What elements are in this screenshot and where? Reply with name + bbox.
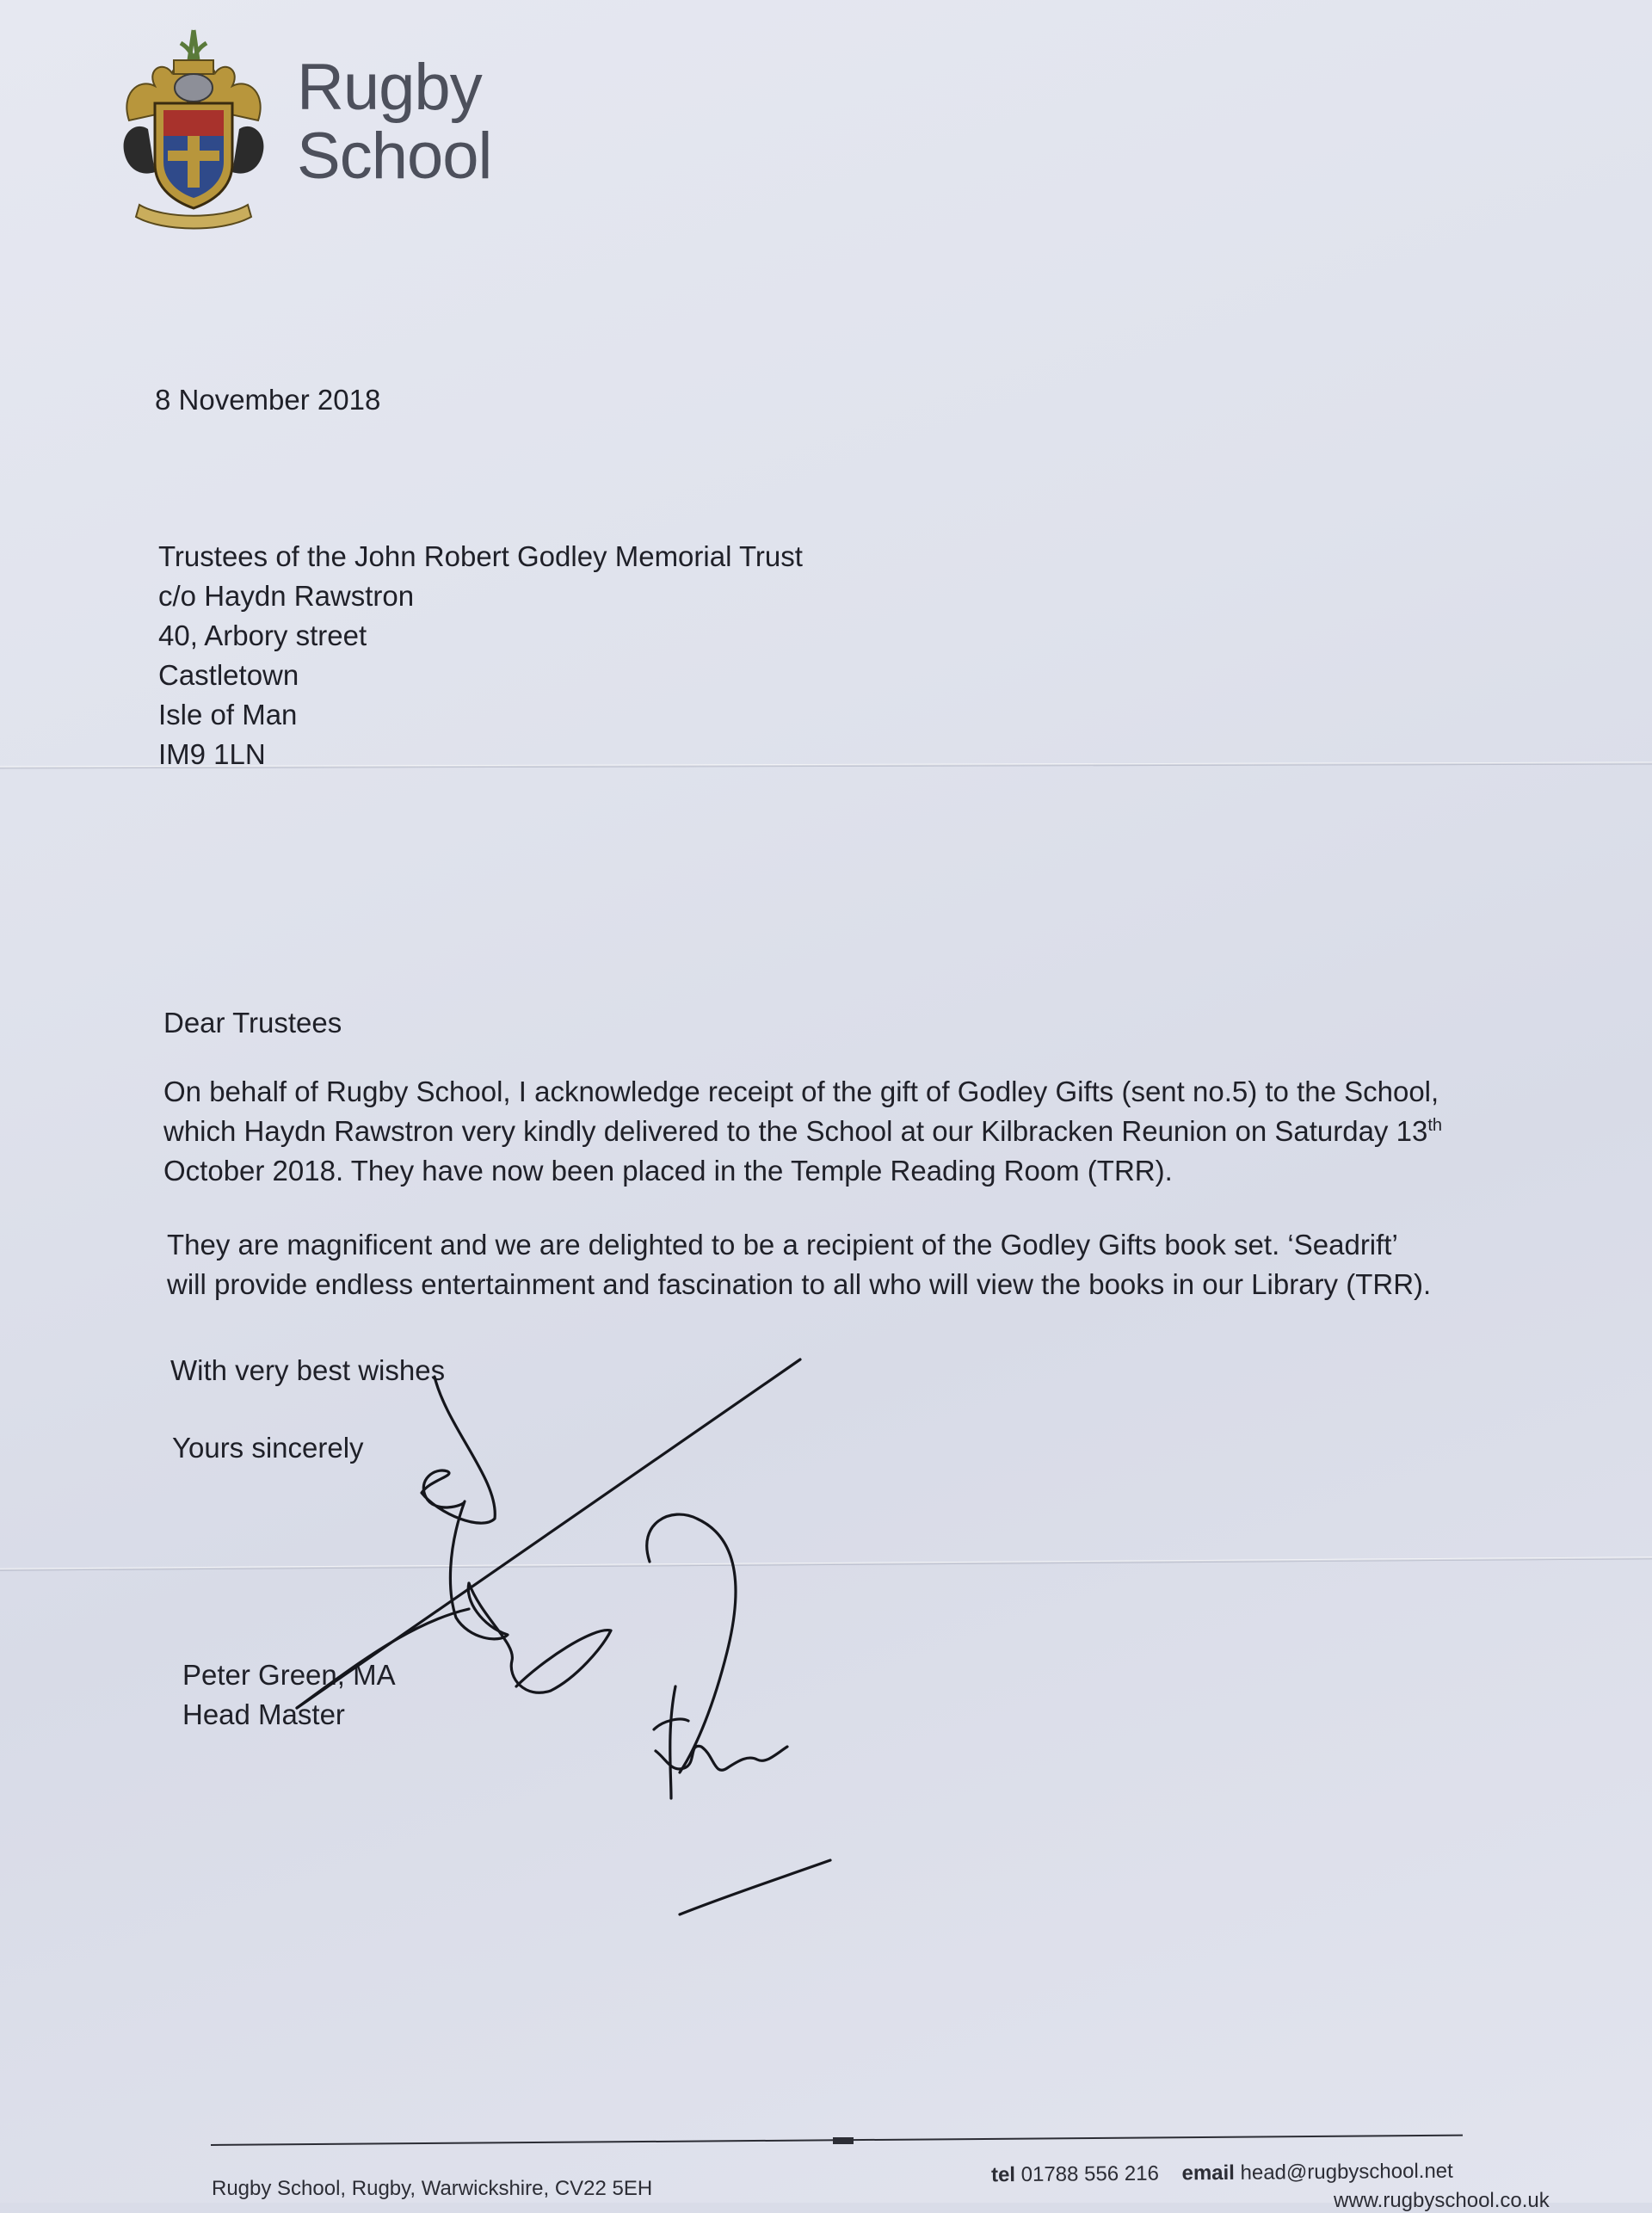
ordinal-suffix: th bbox=[1427, 1116, 1442, 1135]
footer-website: www.rugbyschool.co.uk bbox=[1334, 2189, 1550, 2212]
footer-contact bbox=[991, 2160, 1453, 2188]
signer-title: Head Master bbox=[182, 1698, 345, 1730]
paragraph-line bbox=[163, 1112, 1442, 1151]
footer-email: head@rugbyschool.net bbox=[1240, 2159, 1453, 2185]
school-name-line2: School bbox=[297, 120, 492, 193]
paper-fold-line bbox=[0, 1556, 1652, 1570]
recipient-address bbox=[158, 537, 803, 774]
address-line: 40, Arbory street bbox=[158, 620, 367, 651]
address-line: Castletown bbox=[158, 659, 299, 691]
paragraph-line: October 2018. They have now been placed in the Temple Reading Room (TRR). bbox=[163, 1155, 1173, 1187]
address-line: IM9 1LN bbox=[158, 738, 266, 770]
footer-mark bbox=[833, 2137, 854, 2144]
paragraph-line-text: which Haydn Rawstron very kindly delivered to the School at our Kilbracken Reunion on Saturday 13 bbox=[163, 1115, 1428, 1147]
email-label: email bbox=[1181, 2161, 1236, 2185]
school-name-logotype bbox=[297, 53, 491, 191]
paragraph-line: They are magnificent and we are delighted to be a recipient of the Godley Gifts book set. ‘Seadrift’ bbox=[167, 1229, 1398, 1261]
body-paragraph-1 bbox=[163, 1072, 1442, 1191]
closing-sign-off: Yours sincerely bbox=[172, 1432, 364, 1464]
tel-label: tel bbox=[990, 2163, 1016, 2187]
footer-tel: 01788 556 216 bbox=[1020, 2161, 1159, 2187]
paragraph-line: On behalf of Rugby School, I acknowledge receipt of the gift of Godley Gifts (sent no.5) to the School, bbox=[163, 1076, 1439, 1107]
closing-wishes: With very best wishes bbox=[170, 1354, 446, 1386]
letter-date: 8 November 2018 bbox=[155, 384, 381, 416]
footer-address: Rugby School, Rugby, Warwickshire, CV22 5EH bbox=[212, 2177, 653, 2200]
signer-block bbox=[182, 1655, 396, 1735]
rugby-school-crest-icon bbox=[120, 26, 267, 232]
school-name-line1: Rugby bbox=[297, 51, 482, 124]
address-line: Isle of Man bbox=[158, 699, 298, 730]
address-line: Trustees of the John Robert Godley Memorial Trust bbox=[158, 540, 803, 572]
signer-name: Peter Green, MA bbox=[182, 1659, 396, 1691]
body-paragraph-2 bbox=[167, 1225, 1431, 1304]
paragraph-line: will provide endless entertainment and fascination to all who will view the books in our Library (TRR). bbox=[167, 1268, 1432, 1300]
salutation: Dear Trustees bbox=[163, 1007, 342, 1039]
address-line: c/o Haydn Rawstron bbox=[158, 580, 415, 612]
